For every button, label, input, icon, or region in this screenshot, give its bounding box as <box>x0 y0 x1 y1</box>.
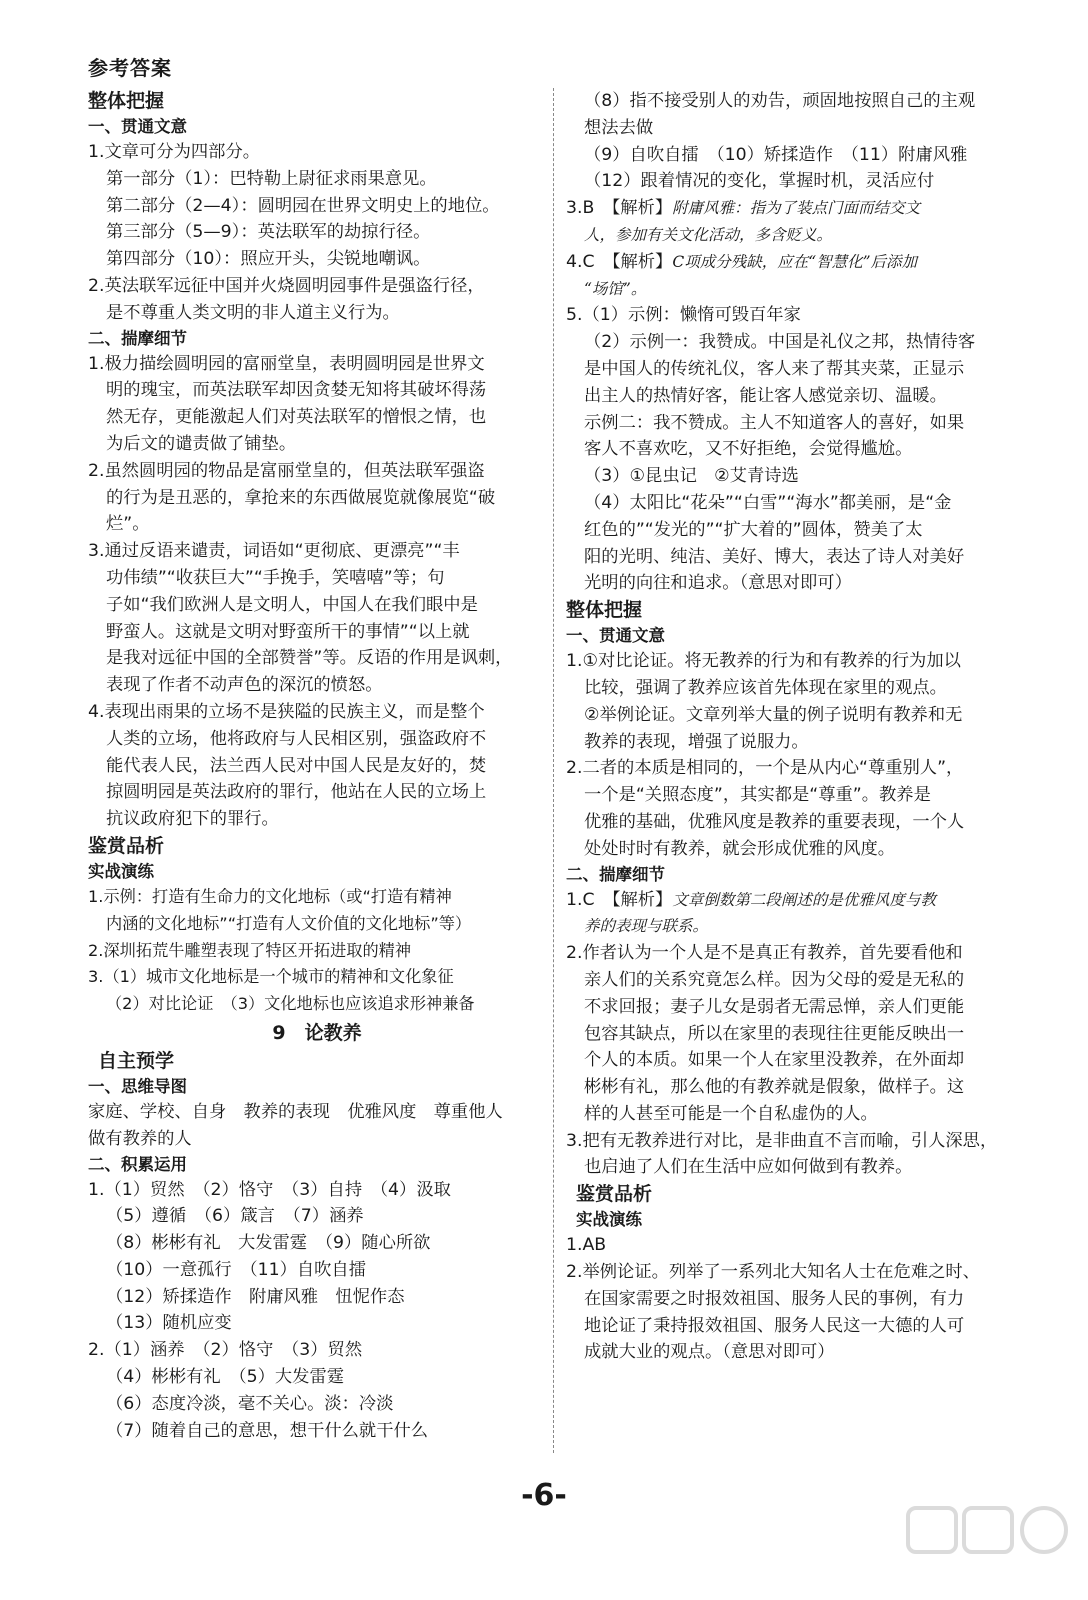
answer-line: （8）指不接受别人的劝告，顽固地按照自己的主观 <box>584 91 976 111</box>
answer-line: 光明的向往和追求。（意思对即可） <box>584 573 852 594</box>
answer-line: 亲人们的关系究竟怎么样。因为父母的爱是无私的 <box>584 969 965 990</box>
answer-line: （2）对比论证 （3）文化地标也应该追求形神兼备 <box>106 994 475 1014</box>
answer-line: 2.二者的本质是相同的，一个是从内心“尊重别人”， <box>566 758 964 779</box>
answer-line: 野蛮人。这就是文明对野蛮所干的事情”“以上就 <box>106 621 470 642</box>
analysis-note: C项成分残缺，应在“智慧化”后添加 <box>672 252 918 271</box>
subsection-heading: 实战演练 <box>88 861 154 881</box>
answer-line: （7）随着自己的意思，想干什么就干什么 <box>106 1420 429 1441</box>
analysis-note: 人，参加有关文化活动，多含贬义。 <box>584 225 833 244</box>
answer-line: 一个是“关照态度”，其实都是“尊重”。教养是 <box>584 785 931 806</box>
watermark-logo <box>904 1504 1076 1588</box>
right-column <box>566 88 1028 1366</box>
answer-line: 2.深圳拓荒牛雕塑表现了特区开拓进取的精神 <box>88 940 412 960</box>
left-column <box>88 88 546 1444</box>
subsection-heading: 实战演练 <box>576 1210 642 1230</box>
answer-line: 3.把有无教养进行对比，是非曲直不言而喻，引人深思， <box>566 1130 998 1151</box>
subsection-heading: 二、积累运用 <box>88 1154 187 1174</box>
answer-line: 1.①对比论证。将无教养的行为和有教养的行为加以 <box>566 651 961 672</box>
section-heading: 整体把握 <box>88 90 165 112</box>
analysis-note: “场馆”。 <box>584 279 647 298</box>
answer-line: 示例二：我不赞成。主人不知道客人的喜好，如果 <box>584 412 965 433</box>
answer-line: 第一部分（1）：巴特勒上尉征求雨果意见。 <box>106 168 437 189</box>
answer-line: （4）太阳比“花朵”“白雪”“海水”都美丽，是“金 <box>584 492 952 513</box>
answer-line: 的行为是丑恶的，拿抢来的东西做展览就像展览“破 <box>106 487 496 508</box>
answer-line: 也启迪了人们在生活中应如何做到有教养。 <box>584 1157 913 1178</box>
answer-line: 比较，强调了教养应该首先体现在家里的观点。 <box>584 677 947 698</box>
answer-line: 2.举例论证。列举了一系列北大知名人士在危难之时、 <box>566 1262 980 1283</box>
lesson-title: 9 论教养 <box>272 1021 362 1044</box>
answer-line: 内涵的文化地标”“打造有人文价值的文化地标”等） <box>106 913 472 933</box>
answer-line: 功伟绩”“收获巨大”“手挽手，笑嘻嘻”等；句 <box>106 567 445 588</box>
answer-line: 为后文的谴责做了铺垫。 <box>106 433 297 454</box>
section-heading: 鉴赏品析 <box>576 1183 653 1206</box>
answer-line: 1.示例：打造有生命力的文化地标（或“打造有精神 <box>88 886 452 906</box>
answer-line: 2.虽然圆明园的物品是富丽堂皇的，但英法联军强盗 <box>88 460 485 481</box>
analysis-note: 养的表现与联系。 <box>584 917 709 936</box>
answer-line: 明的瑰宝，而英法联军却因贪婪无知将其破坏得荡 <box>106 380 487 401</box>
answer-line: （12）矫揉造作 附庸风雅 忸怩作态 <box>106 1286 405 1307</box>
answer-line: 彬彬有礼，那么他的有教养就是假象，做样子。这 <box>584 1077 965 1098</box>
answer-line: 烂”。 <box>106 514 150 535</box>
answer-label: 3.B 【解析】 <box>566 198 673 219</box>
answer-line: （10）一意孤行 （11）自吹自擂 <box>106 1259 366 1280</box>
answer-line: 地论证了秉持报效祖国、服务人民这一大德的人可 <box>584 1315 965 1336</box>
answer-line: 不求回报；妻子儿女是弱者无需忌惮，亲人们更能 <box>584 996 965 1017</box>
answer-line: 个人的本质。如果一个人在家里没教养，在外面却 <box>584 1050 965 1071</box>
section-heading: 鉴赏品析 <box>88 834 165 857</box>
answer-line: （13）随机应变 <box>106 1313 232 1334</box>
answer-line: 家庭、学校、自身 教养的表现 优雅风度 尊重他人 <box>88 1101 503 1122</box>
answer-line: 第三部分（5—9）：英法联军的劫掠行径。 <box>106 222 431 243</box>
answer-line: 然无存，更能激起人们对英法联军的憎恨之情，也 <box>106 407 487 428</box>
subsection-heading: 二、揣摩细节 <box>566 864 665 884</box>
answer-line: 掠圆明园是英法政府的罪行，他站在人民的立场上 <box>106 782 487 803</box>
answer-line: 子如“我们欧洲人是文明人，中国人在我们眼中是 <box>106 594 478 615</box>
answer-with-analysis <box>566 887 1028 914</box>
answer-line: 1.AB <box>566 1235 607 1256</box>
answer-line: 成就大业的观点。（意思对即可） <box>584 1342 835 1363</box>
section-heading: 自主预学 <box>98 1049 175 1072</box>
answer-line: 教养的表现，增强了说服力。 <box>584 731 809 752</box>
answer-line: 是不尊重人类文明的非人道主义行为。 <box>106 302 400 323</box>
answer-line: 人类的立场，他将政府与人民相区别，强盗政府不 <box>106 728 487 749</box>
analysis-note: 文章倒数第二段阐述的是优雅风度与教 <box>672 890 936 909</box>
answer-line: （3）①昆虫记 ②艾青诗选 <box>584 466 799 487</box>
answer-line: 4.表现出雨果的立场不是狭隘的民族主义，而是整个 <box>88 701 485 722</box>
answer-line: 是我对远征中国的全部赞誉”等。反语的作用是讽刺， <box>106 648 513 669</box>
answer-line: （2）示例一：我赞成。中国是礼仪之邦，热情待客 <box>584 332 976 353</box>
answer-line: 是中国人的传统礼仪，客人来了帮其夹菜，正显示 <box>584 358 965 379</box>
answer-line: 2.（1）涵养 （2）恪守 （3）贸然 <box>88 1340 363 1361</box>
answer-line: （9）自吹自擂 （10）矫揉造作 （11）附庸风雅 <box>584 144 968 165</box>
answer-with-analysis <box>566 249 1028 276</box>
answer-line: 第二部分（2—4）：圆明园在世界文明史上的地位。 <box>106 195 500 216</box>
answer-label: 1.C 【解析】 <box>566 889 673 910</box>
page-title: 参考答案 <box>88 56 172 80</box>
answer-line: 5.（1）示例：懒惰可毁百年家 <box>566 305 801 326</box>
answer-line: 表现了作者不动声色的深沉的愤怒。 <box>106 675 383 696</box>
answer-line: ②举例论证。文章列举大量的例子说明有教养和无 <box>584 704 963 725</box>
answer-line: 处处时时有教养，就会形成优雅的风度。 <box>584 838 896 859</box>
answer-line: 想法去做 <box>584 117 654 138</box>
subsection-heading: 一、贯通文意 <box>566 626 665 646</box>
answer-line: 客人不喜欢吃，又不好拒绝，会觉得尴尬。 <box>584 439 913 460</box>
answer-line: （8）彬彬有礼 大发雷霆 （9）随心所欲 <box>106 1233 431 1254</box>
answer-line: 3.（1）城市文化地标是一个城市的精神和文化象征 <box>88 967 454 987</box>
answer-line: 第四部分（10）：照应开头，尖锐地嘲讽。 <box>106 249 431 270</box>
subsection-heading: 一、思维导图 <box>88 1076 187 1096</box>
column-divider <box>553 88 554 1453</box>
answer-line: 3.通过反语来谴责，词语如“更彻底、更漂亮”“丰 <box>88 541 460 562</box>
answer-line: 1.文章可分为四部分。 <box>88 142 261 162</box>
answer-line: 在国家需要之时报效祖国、服务人民的事例，有力 <box>584 1288 965 1309</box>
answer-label: 4.C 【解析】 <box>566 251 673 272</box>
section-heading: 整体把握 <box>566 599 643 622</box>
answer-line: （12）跟着情况的变化，掌握时机，灵活应付 <box>584 171 935 192</box>
answer-line: 阳的光明、纯洁、美好、博大，表达了诗人对美好 <box>584 546 965 567</box>
answer-line: （4）彬彬有礼 （5）大发雷霆 <box>106 1367 345 1388</box>
answer-with-analysis <box>566 195 1028 222</box>
answer-line: 2.英法联军远征中国并火烧圆明园事件是强盗行径， <box>88 275 485 296</box>
subsection-heading: 二、揣摩细节 <box>88 328 187 348</box>
answer-line: 1.极力描绘圆明园的富丽堂皇，表明圆明园是世界文 <box>88 353 485 374</box>
answer-line: 抗议政府犯下的罪行。 <box>106 809 279 830</box>
analysis-note: 附庸风雅：指为了装点门面而结交文 <box>672 199 921 218</box>
answer-line: 样的人甚至可能是一个自私虚伪的人。 <box>584 1103 878 1124</box>
answer-line: 能代表人民，法兰西人民对中国人民是友好的，焚 <box>106 755 487 776</box>
page-number: -6- <box>521 1478 567 1513</box>
answer-line: （5）遵循 （6）箴言 （7）涵养 <box>106 1206 364 1227</box>
answer-line: （6）态度冷淡，毫不关心。淡：冷淡 <box>106 1393 394 1414</box>
answer-line: 2.作者认为一个人是不是真正有教养，首先要看他和 <box>566 943 963 964</box>
subsection-heading: 一、贯通文意 <box>88 117 187 136</box>
answer-line: 1.（1）贸然 （2）恪守 （3）自持 （4）汲取 <box>88 1179 451 1200</box>
answer-line: 出主人的热情好客，能让客人感觉亲切、温暖。 <box>584 385 947 406</box>
answer-line: 红色的”“发光的”“扩大着的”圆体，赞美了太 <box>584 519 923 540</box>
answer-line: 做有教养的人 <box>88 1128 192 1149</box>
answer-line: 包容其缺点，所以在家里的表现往往更能反映出一 <box>584 1023 965 1044</box>
answer-line: 优雅的基础，优雅风度是教养的重要表现，一个人 <box>584 811 965 832</box>
